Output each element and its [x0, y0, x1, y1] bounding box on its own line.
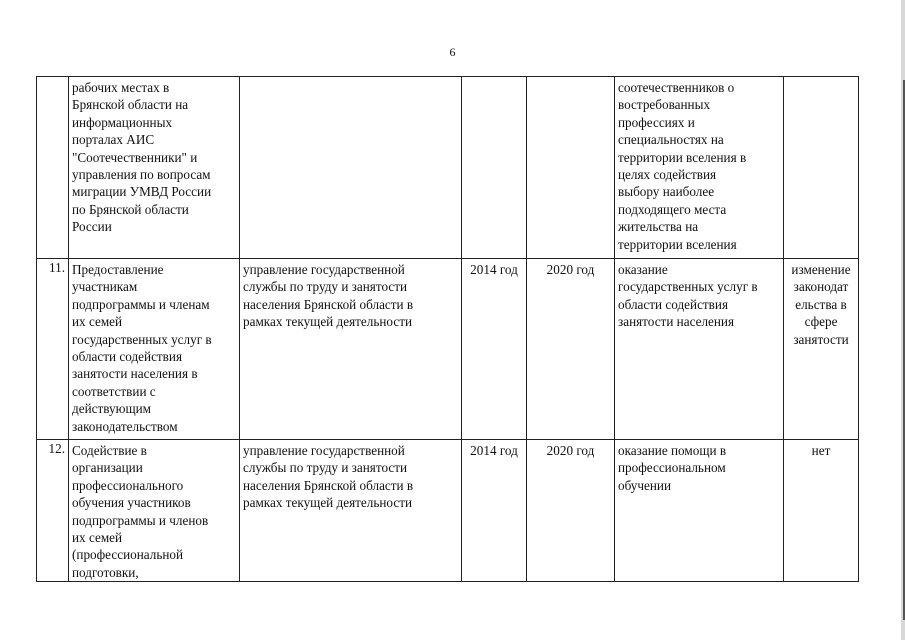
risk-text	[787, 77, 855, 79]
end-cell	[527, 440, 615, 582]
executor-cell	[240, 259, 462, 440]
end-text: 2020 год	[546, 443, 595, 458]
start-text: 2014 год	[470, 262, 518, 277]
result-text: оказание государственных услуг в области содействия занятости населения	[618, 262, 758, 330]
activity-cell	[69, 440, 240, 582]
activity-text: Содействие в организации профессионального обучения участников подпрограммы и членов их семей (профессиональной подготовки,	[72, 443, 209, 580]
risk-cell	[784, 440, 859, 582]
end-text: 2020 год	[546, 262, 595, 277]
table-row	[37, 440, 859, 582]
page-number: 6	[449, 45, 456, 59]
row-number: 11.	[37, 259, 69, 440]
executor-cell	[240, 77, 462, 259]
activity-cell	[69, 259, 240, 440]
executor-cell	[240, 440, 462, 582]
row-number	[37, 77, 69, 259]
executor-text: управление государственной службы по труду и занятости населения Брянской области в рамках текущей деятельности	[243, 262, 414, 330]
result-text: оказание помощи в профессиональном обучении	[618, 443, 727, 493]
start-cell	[462, 77, 527, 259]
measures-table	[36, 76, 859, 582]
activity-cell	[69, 77, 240, 259]
start-text	[465, 77, 523, 79]
risk-cell	[784, 77, 859, 259]
end-text	[530, 77, 611, 79]
table-row	[37, 77, 859, 259]
start-text: 2014 год	[470, 443, 518, 458]
result-cell	[615, 77, 784, 259]
risk-text: изменение законодат ельства в сфере занятости	[791, 262, 851, 347]
activity-text: рабочих местах в Брянской области на информационных порталах АИС "Соотечественники" и управления по вопросам миграции УМВД России по Брянской области России	[72, 80, 212, 235]
end-cell	[527, 259, 615, 440]
result-cell	[615, 440, 784, 582]
row-number: 12.	[37, 440, 69, 582]
executor-text	[243, 77, 458, 79]
activity-text: Предоставление участникам подпрограммы и членам их семей государственных услуг в области содействия занятости населения в соответствии с действующим законодательством	[72, 262, 212, 434]
executor-text: управление государственной службы по труду и занятости населения Брянской области в рамках текущей деятельности	[243, 443, 414, 511]
table-row	[37, 259, 859, 440]
risk-cell	[784, 259, 859, 440]
result-cell	[615, 259, 784, 440]
end-cell	[527, 77, 615, 259]
start-cell	[462, 440, 527, 582]
risk-text: нет	[811, 443, 831, 458]
result-text: соотечественников о востребованных профессиях и специальностях на территории вселения в целях содействия выбору наиболее подходящего места жительства на территории вселения	[618, 80, 747, 252]
start-cell	[462, 259, 527, 440]
